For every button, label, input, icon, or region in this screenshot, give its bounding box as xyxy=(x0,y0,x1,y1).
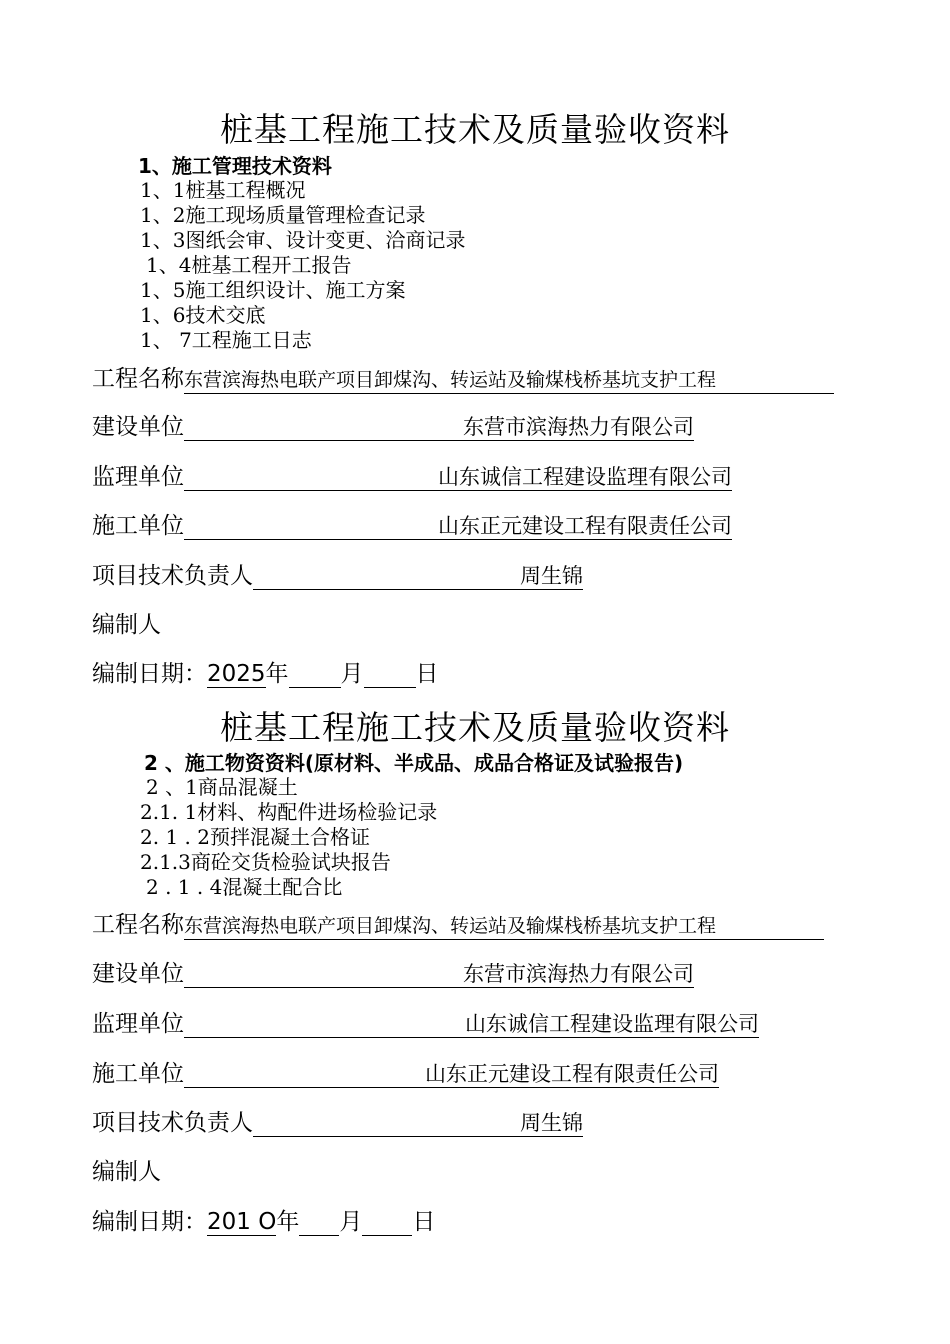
section2-heading: 2 、施工物资资料(原材料、半成品、成品合格证及试验报告) xyxy=(144,751,684,775)
list-item: 1、5施工组织设计、施工方案 xyxy=(140,278,406,302)
section2-title: 桩基工程施工技术及质量验收资料 xyxy=(220,708,730,747)
owner-label: 建设单位 xyxy=(92,414,184,440)
project-name-row xyxy=(92,906,824,940)
owner-row xyxy=(92,955,694,988)
list-item: 2.1. 1材料、构配件进场检验记录 xyxy=(140,800,438,824)
supervisor-label: 监理单位 xyxy=(92,1011,184,1037)
list-item: 2. 1 . 2预拌混凝土合格证 xyxy=(140,825,370,849)
supervisor-value: 山东诚信工程建设监理有限公司 xyxy=(184,464,732,491)
owner-value: 东营市滨海热力有限公司 xyxy=(184,961,694,988)
day-char: 日 xyxy=(415,661,439,687)
list-item: 1、1桩基工程概况 xyxy=(140,178,306,202)
date-label: 编制日期： xyxy=(92,661,207,687)
date-row xyxy=(92,1203,435,1236)
month-char: 月 xyxy=(339,1209,363,1235)
date-year: 201 O xyxy=(207,1209,277,1235)
month-blank xyxy=(299,1213,339,1236)
compiler-label: 编制人 xyxy=(92,612,161,638)
project-name-label: 工程名称 xyxy=(92,366,184,392)
tech-lead-value: 周生锦 xyxy=(253,1110,583,1137)
tech-lead-value: 周生锦 xyxy=(253,563,583,590)
list-item: 1、6技术交底 xyxy=(140,303,266,327)
contractor-row xyxy=(92,507,732,540)
owner-label: 建设单位 xyxy=(92,961,184,987)
day-blank xyxy=(362,1213,412,1236)
section1-title: 桩基工程施工技术及质量验收资料 xyxy=(220,110,730,149)
owner-row xyxy=(92,408,694,441)
day-blank xyxy=(364,665,416,688)
day-char: 日 xyxy=(412,1209,436,1235)
contractor-row xyxy=(92,1055,719,1088)
list-item: 1、2施工现场质量管理检查记录 xyxy=(140,203,426,227)
owner-value: 东营市滨海热力有限公司 xyxy=(184,414,694,441)
year-char: 年 xyxy=(276,1209,300,1235)
list-item: 1、 7工程施工日志 xyxy=(140,328,312,352)
supervisor-label: 监理单位 xyxy=(92,464,184,490)
tech-lead-label: 项目技术负责人 xyxy=(92,563,253,589)
project-name-row xyxy=(92,360,834,394)
tech-lead-label: 项目技术负责人 xyxy=(92,1110,253,1136)
supervisor-value: 山东诚信工程建设监理有限公司 xyxy=(184,1011,759,1038)
date-row xyxy=(92,655,439,688)
month-blank xyxy=(289,665,341,688)
contractor-label: 施工单位 xyxy=(92,513,184,539)
date-label: 编制日期： xyxy=(92,1209,207,1235)
project-name-value: 东营滨海热电联产项目卸煤沟、转运站及输煤栈桥基坑支护工程 xyxy=(184,913,824,940)
month-char: 月 xyxy=(340,661,364,687)
tech-lead-row xyxy=(92,1104,583,1137)
list-item: 2.1.3商砼交货检验试块报告 xyxy=(140,850,391,874)
compiler-label: 编制人 xyxy=(92,1159,161,1185)
supervisor-row xyxy=(92,1005,759,1038)
list-item: 1、4桩基工程开工报告 xyxy=(146,253,352,277)
list-item: 1、3图纸会审、设计变更、洽商记录 xyxy=(140,228,466,252)
date-year: 2025 xyxy=(207,661,266,687)
list-item: 2 . 1 . 4混凝土配合比 xyxy=(146,875,343,899)
year-char: 年 xyxy=(265,661,289,687)
tech-lead-row xyxy=(92,557,583,590)
contractor-label: 施工单位 xyxy=(92,1061,184,1087)
section1-heading: 1、施工管理技术资料 xyxy=(138,154,332,178)
list-item: 2 、1商品混凝土 xyxy=(146,775,298,799)
contractor-value: 山东正元建设工程有限责任公司 xyxy=(184,513,732,540)
contractor-value: 山东正元建设工程有限责任公司 xyxy=(184,1061,719,1088)
project-name-label: 工程名称 xyxy=(92,912,184,938)
project-name-value: 东营滨海热电联产项目卸煤沟、转运站及输煤栈桥基坑支护工程 xyxy=(184,367,834,394)
supervisor-row xyxy=(92,458,732,491)
